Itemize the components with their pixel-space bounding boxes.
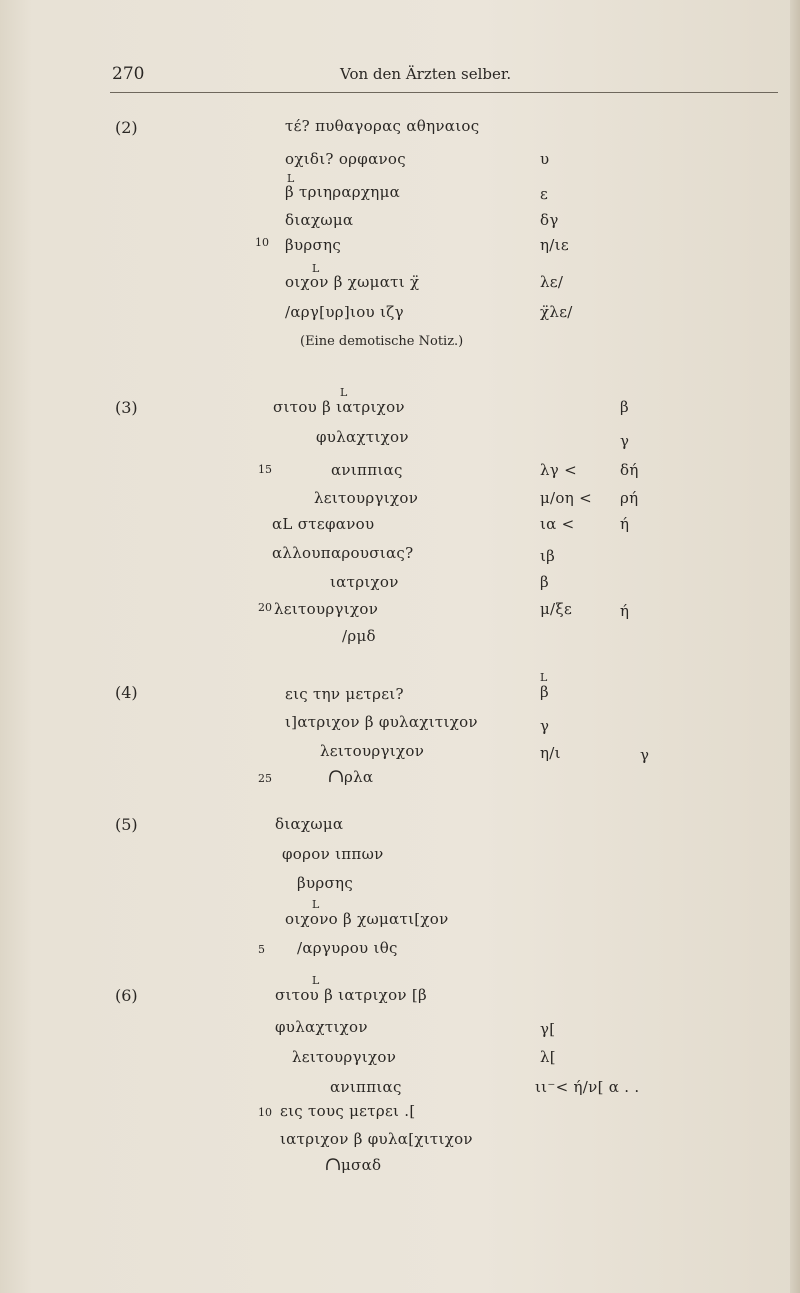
text-line: /αργ[υρ]ιου ιζγ (285, 303, 404, 321)
text-line: σιτου β ιατριχον (273, 398, 405, 416)
text-line: εις την μετρει? (285, 685, 404, 703)
value: β (540, 573, 549, 591)
value: ρή (620, 489, 639, 507)
text: μσαδ (341, 1156, 382, 1174)
value: ε (540, 185, 549, 203)
value: δγ (540, 211, 559, 229)
value: γ (640, 746, 650, 764)
line-number: 10 (255, 236, 269, 249)
text-line: διαχωμα (275, 815, 344, 833)
value: λγ < (540, 461, 578, 479)
value: μ/ξε (540, 600, 573, 618)
line-number: 10 (258, 1106, 272, 1119)
value: γ[ (540, 1020, 556, 1038)
value: β (540, 683, 549, 701)
section-label-2: (2) (115, 118, 138, 137)
value: γ (620, 432, 630, 450)
text: ρλα (344, 768, 374, 786)
text-line: ανιππιας (330, 1078, 402, 1096)
mark: L (287, 172, 295, 185)
value: λε/ (540, 273, 564, 291)
text-line: οιχον β χωματι χ̈ (285, 273, 420, 291)
text-line: λειτουργιχον (274, 600, 379, 618)
text-line: /ρμδ (342, 627, 376, 645)
value: υ (540, 150, 550, 168)
text-line: ιατριχον (330, 573, 399, 591)
mark: L (312, 262, 320, 275)
line-number: 5 (258, 943, 265, 956)
line-number: 25 (258, 772, 272, 785)
text-line-with-sigil (325, 1156, 381, 1174)
section-label-6: (6) (115, 986, 138, 1005)
value: ιι⁻< ή/ν[ α . . (535, 1078, 640, 1096)
text-line: φορον ιππων (282, 845, 384, 863)
value: γ (540, 717, 550, 735)
text-line: βυρσης (285, 236, 342, 254)
value: η/ι (540, 744, 561, 762)
value: χ̈λε/ (540, 303, 573, 321)
text-line: σιτου β ιατριχον [β (275, 986, 428, 1004)
text-line: φυλαχτιχον (275, 1018, 368, 1036)
text-line: ι]ατριχον β φυλαχιτιχον (285, 713, 478, 731)
value: ή (620, 602, 630, 620)
text-line: λειτουργιχον (292, 1048, 397, 1066)
section-label-4: (4) (115, 683, 138, 702)
running-title: Von den Ärzten selber. (340, 65, 512, 83)
mark: L (540, 671, 548, 684)
text-line: βυρσης (297, 874, 354, 892)
text-line: ιατριχον β φυλα[χιτιχον (280, 1130, 473, 1148)
text-line: οιχονο β χωματι[χον (285, 910, 449, 928)
value: λ[ (540, 1048, 556, 1066)
text-line-with-sigil (328, 768, 373, 786)
omega-sigil-icon (325, 1157, 341, 1171)
text-line: διαχωμα (285, 211, 354, 229)
value: ιβ (540, 547, 556, 565)
text-line: β τριηραρχημα (285, 183, 401, 201)
section-label-5: (5) (115, 815, 138, 834)
text-line: λειτουργιχον (320, 742, 425, 760)
section-label-3: (3) (115, 398, 138, 417)
omega-sigil-icon (328, 769, 344, 783)
value: μ/οη < (540, 489, 592, 507)
text-line: φυλαχτιχον (316, 428, 409, 446)
value: δή (620, 461, 639, 479)
text-line: ανιππιας (331, 461, 403, 479)
text-line: τέ? πυθαγορας αθηναιος (285, 117, 480, 135)
note: (Eine demotische Notiz.) (300, 334, 464, 349)
mark: L (312, 974, 320, 987)
header-rule (110, 92, 778, 93)
value: ια < (540, 515, 575, 533)
value: ή (620, 515, 630, 533)
text-line: αλλουπαρουσιας? (272, 544, 414, 562)
page-edge (790, 0, 800, 1293)
value: β (620, 398, 629, 416)
line-number: 20 (258, 601, 272, 614)
line-number: 15 (258, 463, 272, 476)
text-line: οχιδι? ορφανος (285, 150, 406, 168)
text-line: λειτουργιχον (314, 489, 419, 507)
text-line: αL στεφανου (272, 515, 375, 533)
mark: L (312, 898, 320, 911)
text-line: /αργυρου ιθς (297, 939, 398, 957)
mark: L (340, 386, 348, 399)
page-number: 270 (112, 64, 145, 84)
text-line: εις τους μετρει .[ (280, 1102, 416, 1120)
value: η/ιε (540, 236, 569, 254)
